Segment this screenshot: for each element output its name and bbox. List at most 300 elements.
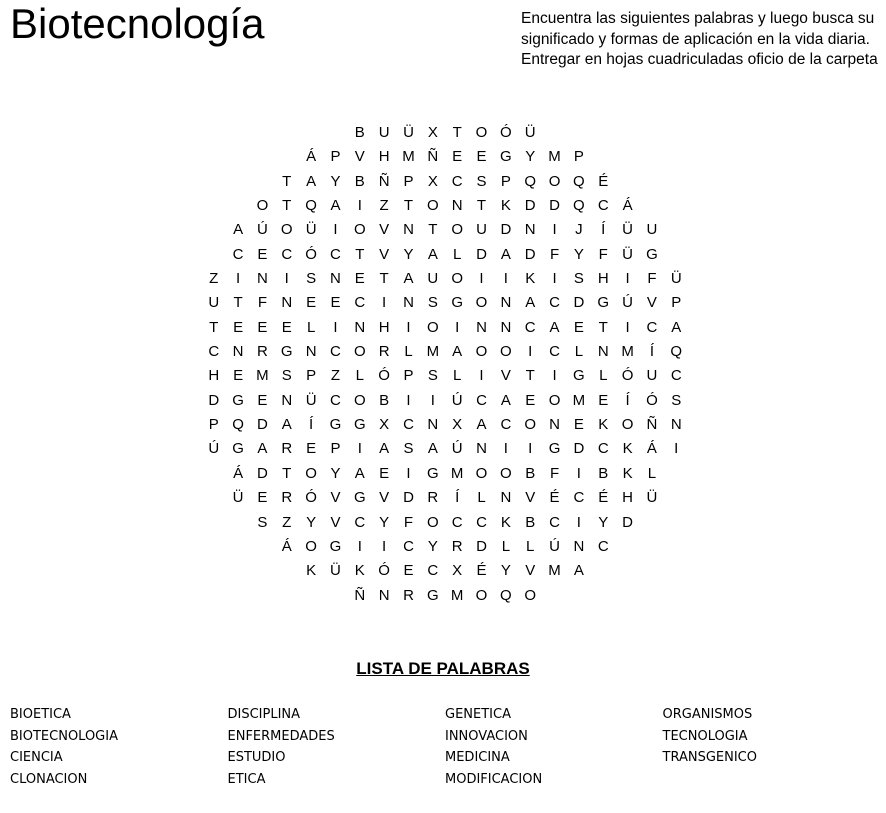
grid-letter: K [622,440,633,458]
grid-letter: M [402,148,415,166]
grid-letter: Q [305,197,317,215]
grid-letter: C [646,318,658,336]
grid-letter: C [549,513,560,531]
grid-letter: Z [330,367,341,385]
grid-letter: K [306,562,317,580]
grid-row [200,291,690,315]
grid-letter: C [208,343,220,361]
grid-letter: I [455,318,460,336]
grid-letter: D [622,513,633,531]
grid-letter: I [552,221,557,239]
grid-letter: Ú [622,294,633,312]
grid-letter: S [573,270,584,288]
grid-letter: V [525,562,536,580]
grid-letter: A [233,221,244,239]
grid-letter: P [208,416,219,434]
grid-letter: S [281,367,292,385]
grid-letter: P [403,172,414,190]
grid-letter: Ü [305,221,317,239]
grid-letter: V [500,367,511,385]
grid-letter: V [330,489,341,507]
grid-letter: L [501,537,511,555]
grid-letter: S [306,270,317,288]
grid-letter: Q [573,172,585,190]
grid-letter: Y [525,148,536,166]
grid-letter: Ú [208,440,220,458]
grid-letter: K [500,513,511,531]
grid-letter: M [426,343,440,361]
grid-letter: I [357,197,362,215]
grid-letter: Ó [646,391,658,409]
grid-letter: R [427,489,439,507]
grid-letter: L [453,367,462,385]
grid-letter: Ü [232,489,244,507]
grid-letter: G [426,586,439,604]
grid-letter: E [306,294,317,312]
grid-letter: Ñ [646,416,658,434]
grid-letter: N [597,343,609,361]
grid-row [200,511,690,535]
grid-letter: U [646,221,658,239]
grid-letter: A [257,440,268,458]
grid-letter: D [476,537,487,555]
grid-letter: G [232,391,244,409]
grid-row [200,462,690,486]
grid-letter: Y [500,562,511,580]
grid-letter: I [503,440,508,458]
grid-letter: T [233,294,243,312]
grid-letter: C [403,416,414,434]
grid-letter: A [525,294,536,312]
grid-letter: L [306,318,316,336]
grid-letter: O [353,343,366,361]
grid-letter: T [525,367,535,385]
grid-letter: M [548,148,561,166]
word-list-item: GENETICA [445,707,511,722]
grid-letter: E [476,148,487,166]
grid-letter: Y [379,513,390,531]
grid-letter: Y [306,513,317,531]
grid-letter: I [528,343,533,361]
grid-letter: Í [601,221,606,239]
grid-letter: R [378,343,390,361]
grid-letter: T [403,197,414,215]
grid-letter: F [549,245,560,263]
grid-letter: D [257,416,268,434]
grid-letter: Ú [549,537,560,555]
grid-letter: D [573,294,585,312]
grid-row [200,559,690,583]
grid-letter: Ü [305,391,317,409]
grid-letter: P [330,440,341,458]
grid-letter: A [452,343,463,361]
grid-letter: O [475,343,488,361]
grid-row [200,535,690,559]
grid-letter: G [500,148,512,166]
grid-letter: C [549,294,560,312]
grid-letter: É [549,489,560,507]
grid-letter: Ü [646,489,658,507]
grid-letter: Ü [524,124,536,141]
word-list-item: BIOTECNOLOGIA [10,728,118,744]
word-list [10,704,880,791]
grid-letter: C [354,294,366,312]
grid-letter: C [597,537,609,555]
grid-letter: D [573,440,585,458]
grid-letter: N [500,318,512,336]
grid-letter: O [475,294,488,312]
grid-letter: O [500,343,512,361]
grid-letter: O [426,513,439,531]
grid-letter: L [477,489,486,507]
grid-letter: A [330,197,341,215]
grid-letter: Ü [622,245,633,263]
grid-letter: Y [427,537,438,555]
grid-letter: S [427,367,438,385]
grid-letter: A [379,440,390,458]
grid-letter: V [379,489,390,507]
grid-letter: O [353,391,366,409]
grid-letter: Í [649,343,654,361]
word-list-column [445,704,663,791]
grid-letter: U [378,124,390,141]
grid-letter: I [406,464,411,482]
grid-letter: S [403,440,414,458]
grid-letter: E [233,318,244,336]
grid-letter: C [524,318,536,336]
grid-letter: G [573,367,585,385]
grid-letter: C [597,197,609,215]
grid-letter: E [403,562,414,580]
grid-letter: I [357,440,362,458]
grid-letter: I [382,294,387,312]
grid-letter: I [625,270,630,288]
grid-letter: Ó [378,562,390,580]
grid-letter: T [476,197,487,215]
grid-letter: Q [573,197,585,215]
grid-letter: S [476,172,487,190]
grid-letter: E [379,464,390,482]
grid-letter: D [476,245,487,263]
grid-letter: X [452,416,463,434]
grid-letter: Q [500,586,512,604]
grid-letter: C [597,440,609,458]
grid-letter: S [671,391,682,409]
grid-letter: M [450,464,464,482]
grid-letter: A [671,318,682,336]
grid-letter: H [597,270,609,288]
grid-letter: Í [455,489,460,507]
grid-letter: R [281,489,293,507]
grid-letter: N [378,586,390,604]
grid-letter: Z [282,513,292,531]
grid-letter: I [235,270,241,288]
grid-row [200,145,690,169]
grid-letter: P [573,148,584,166]
grid-letter: O [305,537,317,555]
grid-letter: C [451,172,463,190]
grid-letter: G [329,537,342,555]
page-title: Biotecnología [10,0,265,47]
grid-letter: F [598,245,608,263]
grid-letter: Ó [500,124,512,141]
grid-row [200,584,690,608]
grid-letter: N [232,343,244,361]
grid-letter: O [475,586,488,604]
grid-letter: K [500,197,511,215]
grid-letter: I [406,318,411,336]
grid-letter: X [427,124,438,141]
grid-letter: G [353,416,366,434]
grid-letter: T [452,124,462,141]
grid-letter: L [404,343,413,361]
grid-letter: E [257,318,268,336]
grid-letter: N [354,318,366,336]
grid-letter: A [306,172,317,190]
grid-letter: E [330,294,341,312]
grid-letter: F [647,270,657,288]
grid-letter: N [670,416,682,434]
grid-letter: H [622,489,633,507]
grid-letter: É [476,562,487,580]
grid-letter: C [403,537,414,555]
grid-letter: E [306,440,317,458]
grid-letter: M [572,391,586,409]
word-list-item: INNOVACION [445,728,528,744]
grid-letter: A [500,391,511,409]
word-list-title: LISTA DE PALABRAS [356,659,530,678]
grid-letter: I [552,270,557,288]
grid-letter: N [281,294,293,312]
grid-letter: D [524,197,536,215]
grid-letter: E [257,489,268,507]
grid-letter: B [354,172,365,190]
grid-letter: V [646,294,657,312]
grid-letter: A [403,270,414,288]
grid-letter: X [452,562,463,580]
instructions-text: Encuentra las siguientes palabras y luego busca su significado y formas de aplicación en la vida diaria. Entregar en hojas cuadriculadas oficio de la carpeta [521,10,878,68]
grid-letter: Ñ [378,172,390,190]
grid-letter: E [452,148,463,166]
grid-letter: B [354,124,365,141]
grid-letter: I [430,391,435,409]
grid-letter: K [622,464,633,482]
grid-letter: N [281,391,293,409]
grid-letter: N [500,489,512,507]
grid-letter: N [305,343,317,361]
grid-letter: R [257,343,268,361]
grid-letter: Ú [257,221,268,239]
grid-letter: P [330,148,341,166]
grid-letter: I [479,367,484,385]
word-list-item: ORGANISMOS [662,707,753,722]
grid-letter: E [525,391,536,409]
grid-letter: H [208,367,220,385]
grid-letter: L [526,537,535,555]
grid-row [200,486,690,510]
grid-letter: U [476,221,487,239]
grid-letter: L [599,367,608,385]
grid-letter: G [426,464,439,482]
grid-letter: E [281,318,292,336]
grid-letter: I [503,270,508,288]
grid-letter: H [378,148,390,166]
grid-letter: B [598,464,609,482]
grid-letter: D [549,197,560,215]
grid-letter: V [379,245,390,263]
grid-letter: L [453,245,462,263]
grid-letter: M [621,343,634,361]
grid-letter: U [646,367,658,385]
grid-letter: K [525,270,536,288]
grid-letter: G [646,245,658,263]
grid-row [200,267,690,291]
grid-letter: Y [330,464,341,482]
grid-letter: E [598,391,609,409]
grid-letter: G [548,440,561,458]
grid-letter: T [282,464,292,482]
word-list-column [663,704,881,791]
grid-letter: E [354,270,365,288]
grid-letter: N [476,318,487,336]
grid-letter: C [670,367,682,385]
grid-letter: Y [573,245,584,263]
grid-letter: I [406,391,411,409]
word-list-item: ESTUDIO [227,750,286,766]
grid-letter: A [476,416,487,434]
grid-letter: Á [306,148,317,166]
grid-letter: B [525,464,536,482]
grid-letter: I [528,440,533,458]
grid-letter: O [353,221,366,239]
grid-letter: Z [209,270,219,288]
word-search-grid [200,121,690,608]
grid-letter: Ú [451,440,463,458]
grid-letter: N [257,270,268,288]
grid-letter: X [379,416,390,434]
grid-letter: Y [330,172,341,190]
grid-letter: F [549,464,560,482]
grid-letter: Í [625,391,630,409]
grid-letter: O [475,464,488,482]
grid-letter: A [354,464,365,482]
grid-letter: X [427,172,438,190]
grid-letter: O [426,318,439,336]
grid-letter: U [208,294,220,312]
grid-letter: M [548,562,561,580]
grid-letter: C [573,489,585,507]
grid-letter: O [621,416,634,434]
grid-letter: V [354,148,365,166]
grid-letter: T [428,221,438,239]
grid-letter: N [500,294,512,312]
grid-letter: I [357,537,362,555]
grid-letter: I [333,318,338,336]
grid-letter: N [330,270,341,288]
grid-letter: Ü [670,270,682,288]
grid-letter: Ü [330,562,341,580]
grid-letter: C [281,245,293,263]
grid-letter: I [625,318,630,336]
word-list-item: MEDICINA [445,750,510,766]
grid-letter: O [305,464,317,482]
grid-letter: J [575,221,583,239]
grid-letter: N [451,197,463,215]
word-list-item: TRANSGENICO [662,750,757,766]
grid-letter: B [379,391,390,409]
grid-letter: O [548,391,561,409]
grid-letter: P [671,294,682,312]
grid-letter: S [257,513,268,531]
grid-letter: O [524,416,537,434]
grid-letter: C [451,513,463,531]
grid-letter: C [427,562,439,580]
grid-letter: C [500,416,512,434]
grid-letter: I [576,513,581,531]
grid-letter: E [573,318,584,336]
grid-row [200,194,690,218]
grid-letter: I [576,464,581,482]
grid-letter: F [257,294,267,312]
word-list-item: BIOETICA [10,707,71,722]
grid-row [200,340,690,364]
grid-row [200,218,690,242]
grid-row [200,413,690,437]
grid-letter: Ó [305,489,317,507]
grid-letter: É [598,489,609,507]
grid-row [200,121,690,145]
grid-letter: C [476,513,487,531]
grid-row [200,389,690,413]
grid-letter: G [329,416,342,434]
grid-letter: A [549,318,560,336]
grid-letter: C [330,245,341,263]
grid-letter: N [403,221,414,239]
grid-letter: Ó [305,245,317,263]
grid-letter: N [427,416,439,434]
grid-letter: G [597,294,610,312]
grid-letter: A [427,245,438,263]
grid-letter: T [379,270,389,288]
grid-letter: O [500,464,512,482]
grid-letter: D [257,464,268,482]
grid-letter: O [256,197,269,215]
grid-row [200,316,690,340]
grid-letter: O [451,221,463,239]
grid-letter: P [500,172,511,190]
grid-letter: Q [232,416,244,434]
grid-letter: Ñ [427,148,439,166]
grid-letter: C [232,245,244,263]
grid-letter: Z [379,197,389,215]
grid-letter: I [333,221,338,239]
grid-letter: M [256,367,269,385]
grid-letter: T [598,318,608,336]
grid-letter: O [475,124,488,141]
grid-letter: L [574,343,584,361]
word-list-column [10,704,228,791]
grid-letter: I [284,270,289,288]
grid-letter: P [403,367,414,385]
word-list-column [228,704,446,791]
word-list-item: CIENCIA [10,750,63,766]
grid-letter: N [524,221,536,239]
grid-row [200,170,690,194]
grid-letter: Á [281,537,292,555]
grid-letter: U [427,270,439,288]
grid-letter: D [524,245,536,263]
grid-letter: D [403,489,414,507]
